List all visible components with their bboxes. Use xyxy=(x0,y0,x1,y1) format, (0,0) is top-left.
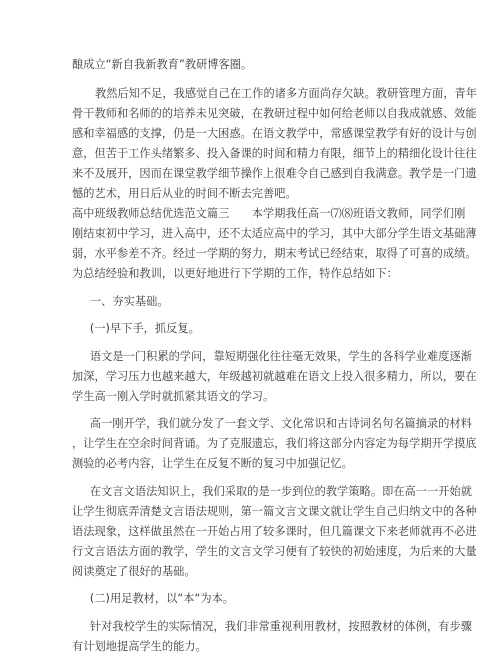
paragraph-line: 有计划地提高学生的能力。 xyxy=(72,639,207,653)
subsection-heading: (二)用足教材，以“本“为本。 xyxy=(89,592,235,605)
paragraph-line: 语文是一门积累的学问，靠短期强化往往毫无效果，学生的各科学业难度逐渐 xyxy=(89,349,472,363)
paragraph-line: 让学生彻底弄清楚文言语法规则，第一篇文言文课文就让学生自己归纳文中的各种 xyxy=(72,504,477,518)
paragraph-line: 针对我校学生的实际情况，我们非常重视利用教材，按照教材的体例，有步骤 xyxy=(89,619,472,633)
paragraph-line: 加深，学习压力也越来越大，年级越初就越难在语文上投入很多精力，所以，要在 xyxy=(72,369,477,383)
text-line: 酿成立“新自我新教育”教研博客圈。 xyxy=(72,58,253,71)
paragraph-line: 测验的必考内容，让学生在反复不断的复习中加强记忆。 xyxy=(72,457,353,470)
paragraph-line: 高中班级教师总结优选范文篇三 本学期我任高一⑺⑻班语文教师，同学们刚 xyxy=(72,207,466,220)
paragraph-line: 阅读奠定了很好的基础。 xyxy=(72,564,196,578)
paragraph-line: 为总结经验和教训，以更好地进行下学期的工作，特作总结如下： xyxy=(72,267,398,280)
paragraph-line: 憾的艺术，用日后从业的时间不断去完善吧。 xyxy=(72,187,297,200)
paragraph-line: 行文言语法方面的教学，学生的文言文学习便有了较快的初始速度，为后来的大量 xyxy=(72,544,477,558)
paragraph-line: 教然后知不足，我感觉自己在工作的诸多方面尚存欠缺。教研管理方面，青年 xyxy=(94,87,478,100)
paragraph-line: 意，但苦于工作头绪繁多、投入备课的时间和精力有限，细节上的精细化设计往往 xyxy=(72,147,477,160)
section-heading: 一、夯实基础。 xyxy=(89,294,169,308)
document-body xyxy=(72,55,478,657)
paragraph-line: 感和幸福感的支撑，仍是一大困惑。在语文教学中，常感课堂教学有好的设计与创 xyxy=(72,127,477,140)
subsection-heading: (一)早下手，抓反复。 xyxy=(89,322,200,335)
paragraph-line: 高一刚开学，我们就分发了一套文学、文化常识和古诗词名句名篇摘录的材料 xyxy=(89,417,472,430)
paragraph-line: 骨干教师和名师的的培养未见突破，在教研过程中如何给老师以自我成就感、效能 xyxy=(72,107,477,120)
paragraph-line: 刚结束初中学习，进入高中，还不太适应高中的学习，其中大部分学生语文基础薄 xyxy=(72,227,477,240)
paragraph-line: 弱，水平参差不齐。经过一学期的努力，期末考试已经结束，取得了可喜的成绩。 xyxy=(72,247,477,260)
paragraph-line: 语法现象，这样做虽然在一开始占用了较多课时，但几篇课文下来老师就再不必进 xyxy=(72,524,477,538)
paragraph-line: 在文言文语法知识上，我们采取的是一步到位的教学策略。即在高一一开始就 xyxy=(89,484,472,498)
paragraph-line: 来不及展开，因而在课堂教学细节操作上很难令自己感到自我满意。教学是一门遗 xyxy=(72,167,477,180)
paragraph-spacer xyxy=(72,75,434,84)
paragraph-line: 学生高一刚入学时就抓紧其语文的学习。 xyxy=(72,389,275,403)
paragraph-line: ，让学生在空余时间背诵。为了克服遗忘，我们将这部分内容定为每学期开学摸底 xyxy=(72,437,477,450)
